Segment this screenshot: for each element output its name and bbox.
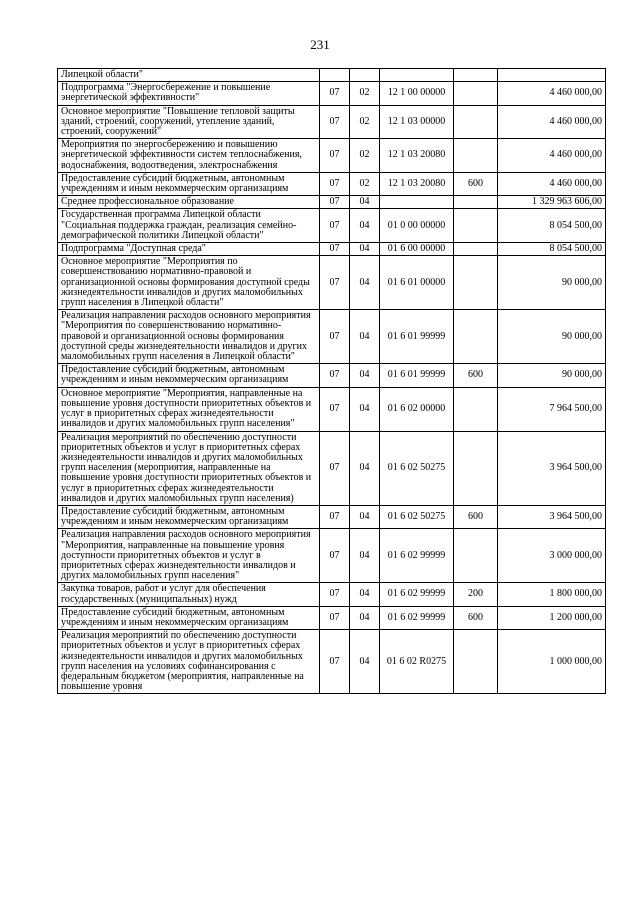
expense-type-cell: [454, 529, 498, 583]
expense-type-cell: 200: [454, 583, 498, 606]
table-row: [58, 196, 606, 209]
subsection-code-cell: 04: [350, 431, 380, 505]
subsection-code-cell: 04: [350, 529, 380, 583]
section-code-cell: [320, 69, 350, 82]
expense-type-cell: 600: [454, 606, 498, 629]
row-name-cell: Среднее профессиональное образование: [58, 196, 320, 209]
target-article-cell: 01 6 01 99999: [380, 364, 454, 387]
section-code-cell: 07: [320, 364, 350, 387]
table-row: [58, 243, 606, 256]
section-code-cell: 07: [320, 431, 350, 505]
target-article-cell: [380, 196, 454, 209]
section-code-cell: 07: [320, 310, 350, 364]
target-article-cell: 12 1 03 20080: [380, 139, 454, 173]
page-number: 231: [310, 37, 330, 52]
target-article-cell: 01 6 02 50275: [380, 505, 454, 528]
section-code-cell: 07: [320, 209, 350, 243]
amount-cell: 90 000,00: [498, 364, 606, 387]
section-code-cell: 07: [320, 105, 350, 139]
table-row: [58, 505, 606, 528]
subsection-code-cell: 04: [350, 209, 380, 243]
target-article-cell: 01 6 02 99999: [380, 583, 454, 606]
amount-cell: 4 460 000,00: [498, 82, 606, 105]
expense-type-cell: 600: [454, 364, 498, 387]
row-name-cell: Государственная программа Липецкой области "Социальная поддержка граждан, реализация семейно-демографической политики Липецкой области": [58, 209, 320, 243]
subsection-code-cell: 04: [350, 196, 380, 209]
section-code-cell: 07: [320, 256, 350, 310]
expense-type-cell: [454, 387, 498, 431]
table-row: [58, 105, 606, 139]
expense-type-cell: [454, 310, 498, 364]
amount-cell: 3 964 500,00: [498, 431, 606, 505]
target-article-cell: 01 6 01 00000: [380, 256, 454, 310]
target-article-cell: 01 6 02 99999: [380, 529, 454, 583]
target-article-cell: [380, 69, 454, 82]
amount-cell: 8 054 500,00: [498, 209, 606, 243]
section-code-cell: 07: [320, 387, 350, 431]
row-name-cell: Мероприятия по энергосбережению и повышению энергетической эффективности систем теплоснабжения, водоснабжения, водоотведения, электроснабжения: [58, 139, 320, 173]
section-code-cell: 07: [320, 139, 350, 173]
table-row: [58, 431, 606, 505]
row-name-cell: Основное мероприятие "Повышение тепловой защиты зданий, строений, сооружений, утепление зданий, строений, сооружений": [58, 105, 320, 139]
subsection-code-cell: 04: [350, 583, 380, 606]
row-name-cell: Реализация направления расходов основного мероприятия "Мероприятия, направленные на повышение уровня доступности приоритетных объектов и услуг в приоритетных сферах жизнедеятельности инвалидов и других маломобильных групп населения": [58, 529, 320, 583]
subsection-code-cell: 04: [350, 505, 380, 528]
section-code-cell: 07: [320, 196, 350, 209]
expense-type-cell: [454, 139, 498, 173]
amount-cell: 1 000 000,00: [498, 630, 606, 694]
target-article-cell: 01 0 00 00000: [380, 209, 454, 243]
row-name-cell: Подпрограмма "Доступная среда": [58, 243, 320, 256]
table-row: [58, 256, 606, 310]
amount-cell: 3 964 500,00: [498, 505, 606, 528]
subsection-code-cell: 04: [350, 630, 380, 694]
subsection-code-cell: 04: [350, 256, 380, 310]
amount-cell: 4 460 000,00: [498, 172, 606, 195]
target-article-cell: 12 1 03 00000: [380, 105, 454, 139]
table-row: [58, 630, 606, 694]
row-name-cell: Реализация мероприятий по обеспечению доступности приоритетных объектов и услуг в приоритетных сферах жизнедеятельности инвалидов и других маломобильных групп населения (мероприятия, направленные на повышение уровня доступности приоритетных объектов и услуг в приоритетных сферах жизнедеятельности инвалидов и других маломобильных групп населения): [58, 431, 320, 505]
section-code-cell: 07: [320, 529, 350, 583]
target-article-cell: 01 6 00 00000: [380, 243, 454, 256]
amount-cell: 1 329 963 606,00: [498, 196, 606, 209]
subsection-code-cell: 04: [350, 387, 380, 431]
subsection-code-cell: 02: [350, 172, 380, 195]
subsection-code-cell: 04: [350, 310, 380, 364]
section-code-cell: 07: [320, 583, 350, 606]
target-article-cell: 01 6 01 99999: [380, 310, 454, 364]
amount-cell: 7 964 500,00: [498, 387, 606, 431]
table-row: [58, 529, 606, 583]
subsection-code-cell: 04: [350, 243, 380, 256]
table-row: [58, 209, 606, 243]
expense-type-cell: 600: [454, 505, 498, 528]
table-row: [58, 82, 606, 105]
expense-type-cell: [454, 69, 498, 82]
amount-cell: 1 800 000,00: [498, 583, 606, 606]
table-row: [58, 606, 606, 629]
row-name-cell: Предоставление субсидий бюджетным, автономным учреждениям и иным некоммерческим организациям: [58, 364, 320, 387]
expense-type-cell: [454, 431, 498, 505]
expense-type-cell: [454, 196, 498, 209]
section-code-cell: 07: [320, 172, 350, 195]
expense-type-cell: [454, 256, 498, 310]
table-row: [58, 364, 606, 387]
expense-type-cell: [454, 630, 498, 694]
target-article-cell: 01 6 02 R0275: [380, 630, 454, 694]
row-name-cell: Реализация направления расходов основного мероприятия "Мероприятия по совершенствованию нормативно-правовой и организационной основы формирования доступной среды жизнедеятельности инвалидов и других маломобильных групп населения в Липецкой области": [58, 310, 320, 364]
table-row: [58, 387, 606, 431]
expense-type-cell: [454, 105, 498, 139]
subsection-code-cell: [350, 69, 380, 82]
section-code-cell: 07: [320, 505, 350, 528]
subsection-code-cell: 02: [350, 139, 380, 173]
budget-table: [57, 68, 606, 694]
section-code-cell: 07: [320, 630, 350, 694]
row-name-cell: Липецкой области": [58, 69, 320, 82]
subsection-code-cell: 04: [350, 364, 380, 387]
amount-cell: 3 000 000,00: [498, 529, 606, 583]
row-name-cell: Подпрограмма "Энергосбережение и повышение энергетической эффективности": [58, 82, 320, 105]
expense-type-cell: [454, 82, 498, 105]
table-row: [58, 172, 606, 195]
row-name-cell: Предоставление субсидий бюджетным, автономным учреждениям и иным некоммерческим организациям: [58, 172, 320, 195]
amount-cell: 8 054 500,00: [498, 243, 606, 256]
amount-cell: 4 460 000,00: [498, 139, 606, 173]
amount-cell: [498, 69, 606, 82]
table-row: [58, 69, 606, 82]
target-article-cell: 01 6 02 99999: [380, 606, 454, 629]
row-name-cell: Предоставление субсидий бюджетным, автономным учреждениям и иным некоммерческим организациям: [58, 606, 320, 629]
amount-cell: 90 000,00: [498, 256, 606, 310]
table-row: [58, 583, 606, 606]
target-article-cell: 12 1 03 20080: [380, 172, 454, 195]
amount-cell: 4 460 000,00: [498, 105, 606, 139]
target-article-cell: 12 1 00 00000: [380, 82, 454, 105]
section-code-cell: 07: [320, 82, 350, 105]
target-article-cell: 01 6 02 00000: [380, 387, 454, 431]
subsection-code-cell: 02: [350, 105, 380, 139]
row-name-cell: Реализация мероприятий по обеспечению доступности приоритетных объектов и услуг в приоритетных сферах жизнедеятельности инвалидов и других маломобильных групп населения на условиях софинансирования с федеральным бюджетом (мероприятия, направленные на повышение уровня: [58, 630, 320, 694]
subsection-code-cell: 02: [350, 82, 380, 105]
table-row: [58, 310, 606, 364]
section-code-cell: 07: [320, 606, 350, 629]
subsection-code-cell: 04: [350, 606, 380, 629]
expense-type-cell: 600: [454, 172, 498, 195]
amount-cell: 1 200 000,00: [498, 606, 606, 629]
table-row: [58, 139, 606, 173]
amount-cell: 90 000,00: [498, 310, 606, 364]
row-name-cell: Предоставление субсидий бюджетным, автономным учреждениям и иным некоммерческим организациям: [58, 505, 320, 528]
row-name-cell: Закупка товаров, работ и услуг для обеспечения государственных (муниципальных) нужд: [58, 583, 320, 606]
target-article-cell: 01 6 02 50275: [380, 431, 454, 505]
row-name-cell: Основное мероприятие "Мероприятия по совершенствованию нормативно-правовой и организационной основы формирования доступной среды жизнедеятельности инвалидов и других маломобильных групп населения в Липецкой области": [58, 256, 320, 310]
budget-table-body: [58, 69, 606, 694]
section-code-cell: 07: [320, 243, 350, 256]
expense-type-cell: [454, 243, 498, 256]
expense-type-cell: [454, 209, 498, 243]
row-name-cell: Основное мероприятие "Мероприятия, направленные на повышение уровня доступности приоритетных объектов и услуг в приоритетных сферах жизнедеятельности инвалидов и других маломобильных групп населения": [58, 387, 320, 431]
